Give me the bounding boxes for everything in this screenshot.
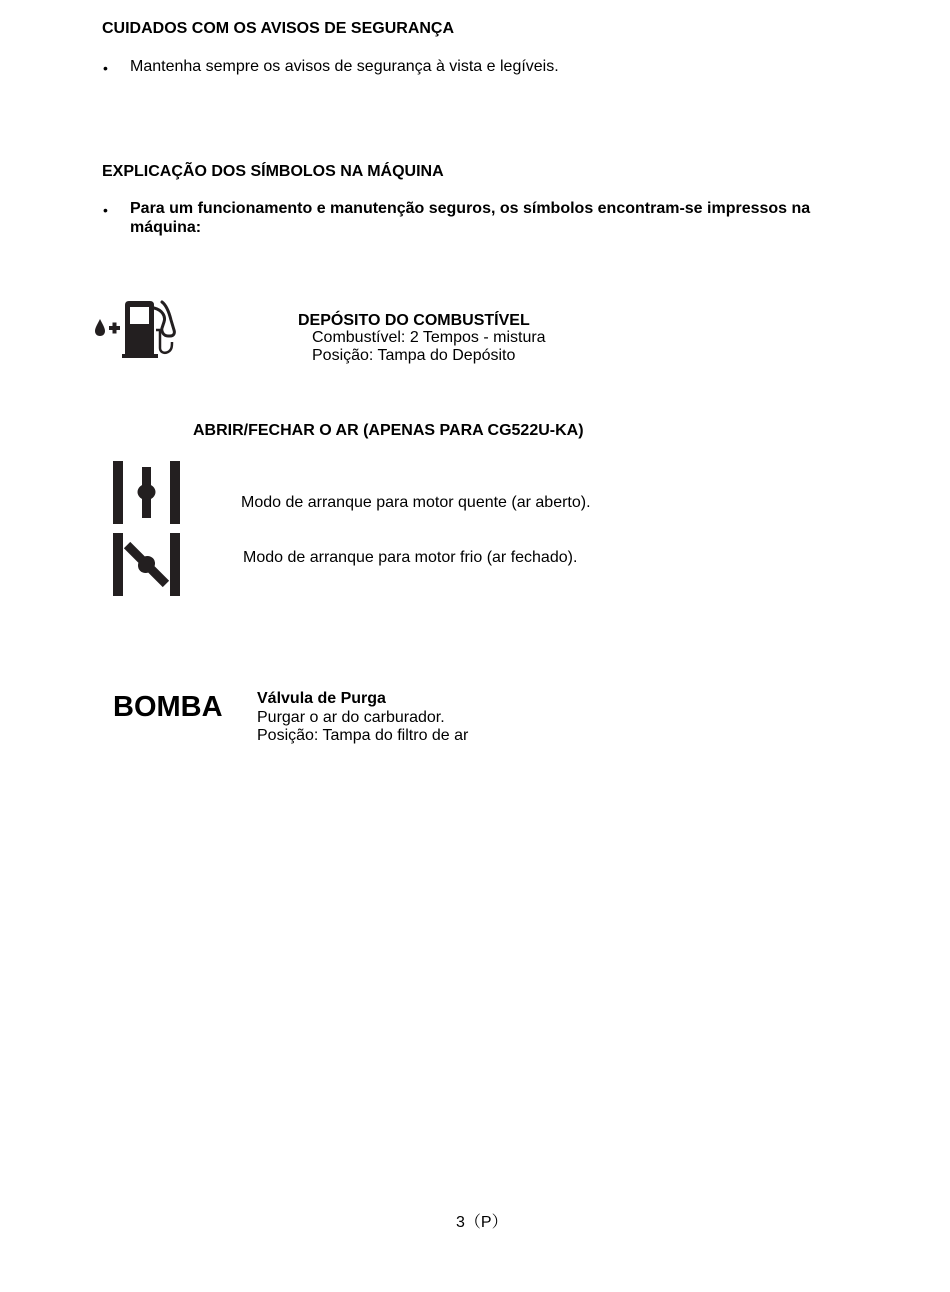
- choke-open-text: Modo de arranque para motor quente (ar aberto).: [241, 494, 591, 511]
- purge-valve-title: Válvula de Purga: [257, 690, 386, 707]
- bullet-marker: •: [103, 202, 108, 218]
- section-heading-safety-warnings: CUIDADOS COM OS AVISOS DE SEGURANÇA: [102, 20, 455, 37]
- fuel-position-text: Posição: Tampa do Depósito: [312, 347, 516, 364]
- choke-closed-icon: [113, 533, 181, 596]
- section-heading-symbols: EXPLICAÇÃO DOS SÍMBOLOS NA MÁQUINA: [102, 163, 444, 180]
- purge-position-text: Posição: Tampa do filtro de ar: [257, 727, 469, 744]
- bullet-text-symbols-line1: Para um funcionamento e manutenção seguros, os símbolos encontram-se impressos na: [130, 200, 811, 217]
- bullet-text-symbols-line2: máquina:: [130, 219, 202, 236]
- choke-open-icon: [113, 461, 181, 524]
- fuel-pump-icon: [94, 300, 176, 358]
- bomba-label: BOMBA: [113, 691, 223, 723]
- fuel-tank-title: DEPÓSITO DO COMBUSTÍVEL: [298, 312, 530, 329]
- page-number: 3（P）: [456, 1214, 508, 1231]
- fuel-mix-text: Combustível: 2 Tempos - mistura: [312, 329, 546, 346]
- purge-description: Purgar o ar do carburador.: [257, 709, 445, 726]
- choke-heading: ABRIR/FECHAR O AR (APENAS PARA CG522U-KA): [193, 422, 584, 439]
- bullet-marker: •: [103, 60, 108, 76]
- bullet-text-keep-warnings: Mantenha sempre os avisos de segurança à vista e legíveis.: [130, 58, 559, 75]
- choke-closed-text: Modo de arranque para motor frio (ar fechado).: [243, 549, 578, 566]
